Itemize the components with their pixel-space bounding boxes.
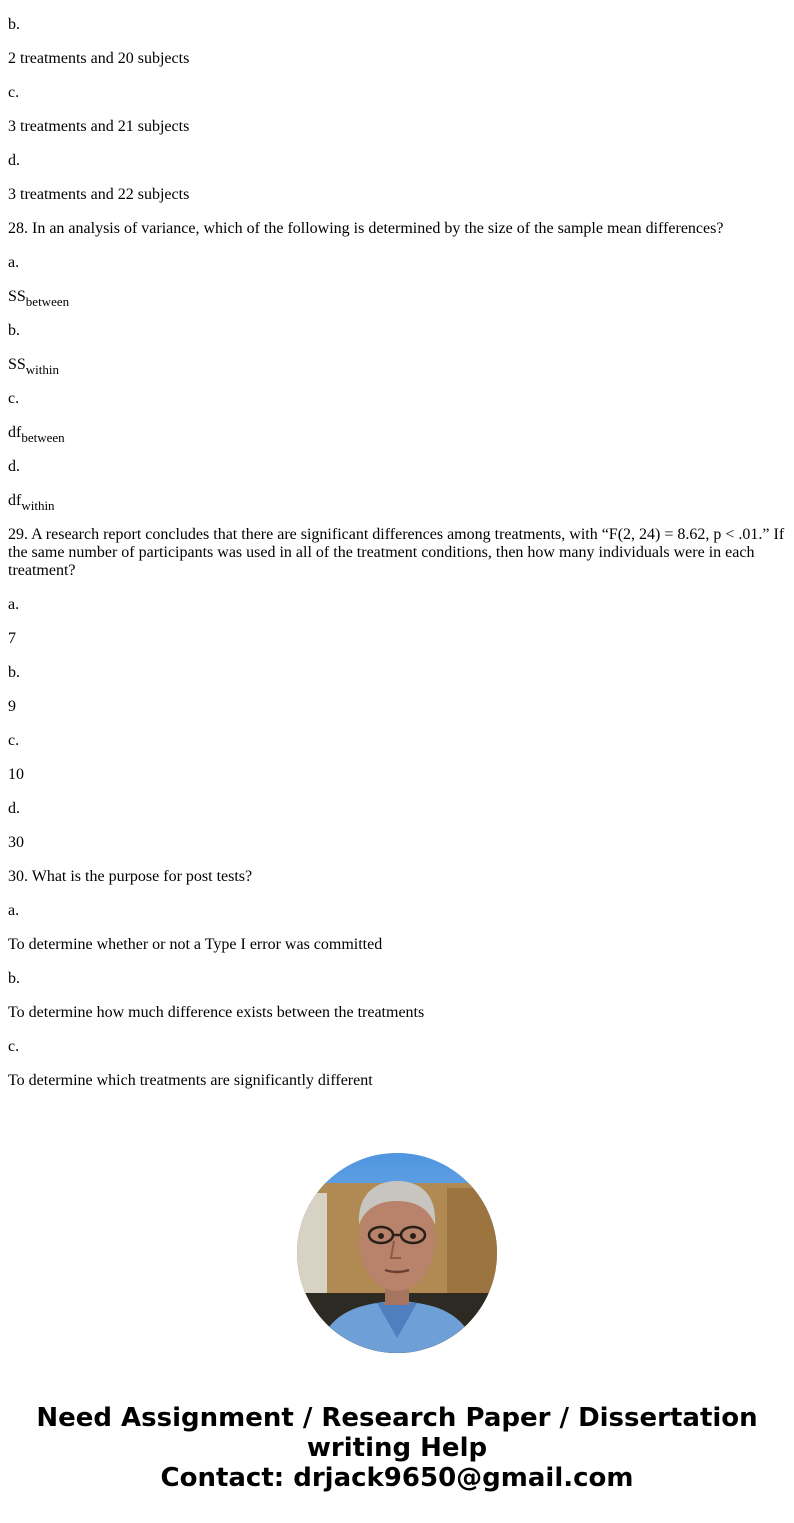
option-letter: d.: [8, 152, 20, 169]
option-base: SS: [8, 356, 26, 373]
option-subscript: between: [21, 430, 65, 445]
option-text: [8, 356, 786, 377]
option-letter: d.: [8, 458, 20, 475]
option-subscript: between: [25, 294, 70, 309]
document-body: [8, 0, 786, 1106]
avatar: [297, 1153, 497, 1353]
option-letter: b.: [8, 970, 20, 987]
option-text: 2 treatments and 20 subjects: [8, 50, 190, 67]
option-letter: c.: [8, 390, 20, 407]
avatar-photo: [297, 1153, 497, 1353]
promo-line-1: Need Assignment / Research Paper / Dissertation: [36, 1403, 758, 1433]
question-30: 30. What is the purpose for post tests?: [8, 868, 253, 885]
option-text: To determine how much difference exists between the treatments: [8, 1004, 425, 1021]
option-text: [8, 424, 786, 445]
option-text: 3 treatments and 21 subjects: [8, 118, 190, 135]
option-text: 10: [8, 766, 24, 783]
option-text: 30: [8, 834, 24, 851]
question-28: 28. In an analysis of variance, which of the following is determined by the size of the sample mean differences?: [8, 220, 724, 237]
option-subscript: within: [21, 498, 55, 513]
option-letter: c.: [8, 84, 20, 101]
promo-banner: [0, 1403, 794, 1493]
option-letter: a.: [8, 596, 20, 613]
option-letter: a.: [8, 902, 20, 919]
option-letter: b.: [8, 16, 20, 33]
option-base: df: [8, 492, 22, 509]
option-text: [8, 492, 786, 513]
option-text: [8, 288, 786, 309]
option-subscript: within: [25, 362, 60, 377]
option-text: To determine whether or not a Type I error was committed: [8, 936, 383, 953]
option-text: To determine which treatments are significantly different: [8, 1072, 373, 1089]
option-base: df: [8, 424, 22, 441]
option-text: 3 treatments and 22 subjects: [8, 186, 190, 203]
option-letter: a.: [8, 254, 20, 271]
option-base: SS: [8, 288, 26, 305]
option-letter: b.: [8, 322, 20, 339]
question-29: 29. A research report concludes that there are significant differences among treatments, with “F(2, 24) = 8.62, p < .01.” If the same number of participants was used in all of the treatment conditions, then how many individuals were in each treatment?: [8, 526, 785, 579]
option-letter: c.: [8, 1038, 20, 1055]
promo-contact: Contact: drjack9650@gmail.com: [160, 1463, 634, 1493]
option-letter: c.: [8, 732, 20, 749]
option-text: 9: [8, 698, 16, 715]
option-text: 7: [8, 630, 16, 647]
promo-line-2: writing Help: [306, 1433, 488, 1463]
option-letter: d.: [8, 800, 20, 817]
option-letter: b.: [8, 664, 20, 681]
